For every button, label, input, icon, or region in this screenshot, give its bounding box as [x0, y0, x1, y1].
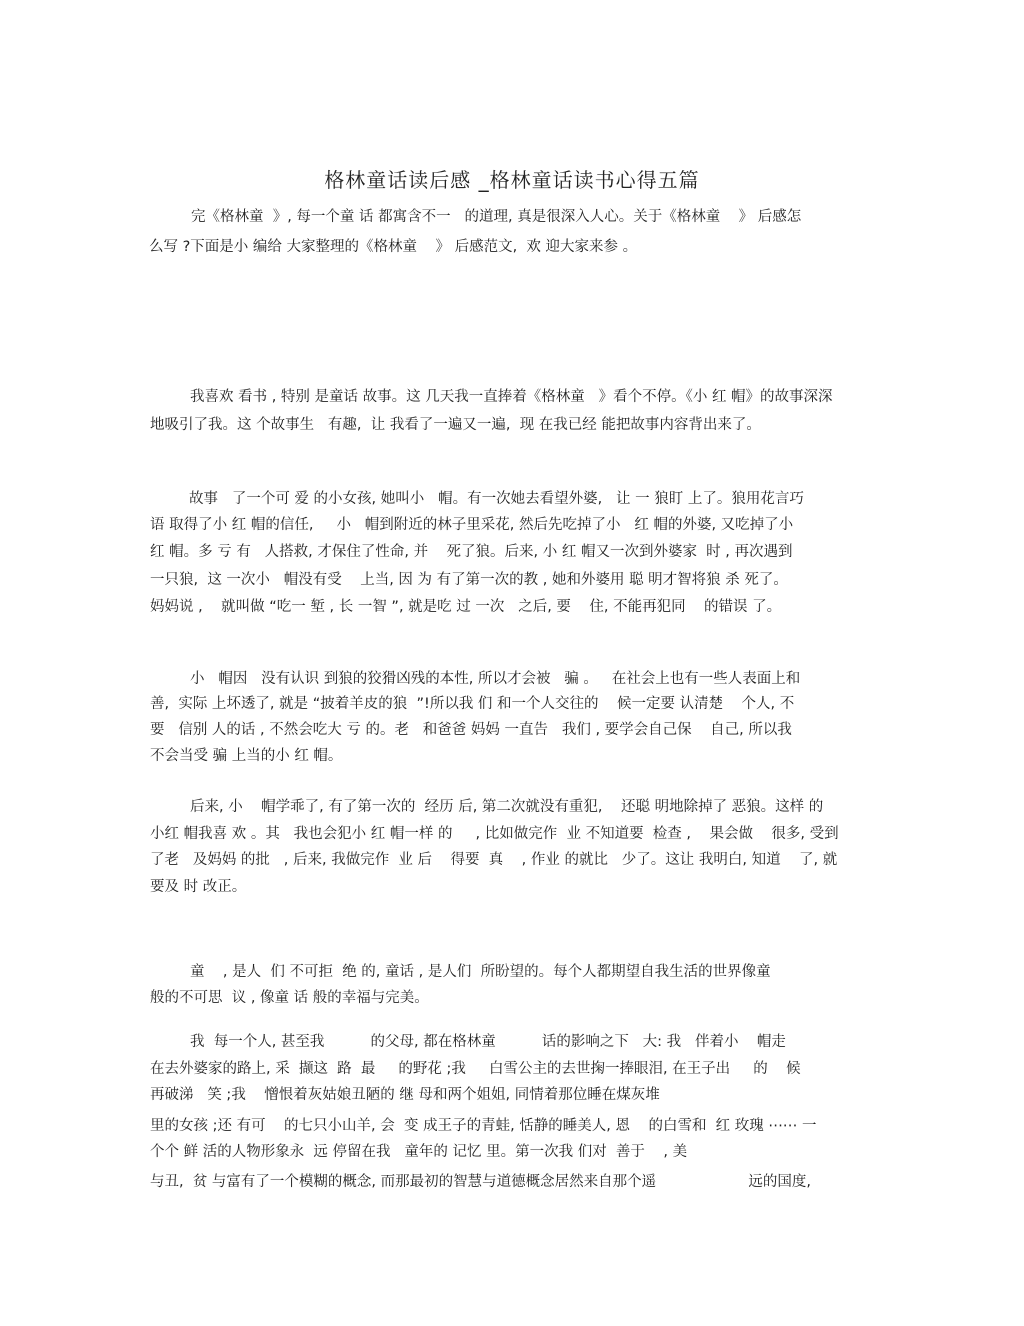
text-line: 一只狼, 这 一次小 帽没有受 上当, 因 为 有了第一次的教 , 她和外婆用 聪 明才智将狼 杀 死了。 — [150, 572, 788, 588]
text-line: 要 信别 人的话 , 不然会吃大 亏 的。老 和爸爸 妈妈 一直告 我们 , 要学会自己保 自己, 所以我 — [150, 722, 792, 738]
text-line: 么写 ?下面是小 编给 大家整理的《格林童 》 后感范文, 欢 迎大家来参 。 — [149, 239, 638, 255]
text-line: 完《格林童 》, 每一个童 话 都寓含不一 的道理, 真是很深入人心。关于《格林童 》 后感怎 — [191, 209, 802, 225]
text-line: 了老 及妈妈 的批 , 后来, 我做完作 业 后 得要 真 , 作业 的就比 少了。这让 我明白, 知道 了, 就 — [150, 852, 838, 868]
text-line: 语 取得了小 红 帽的信任, 小 帽到附近的林子里采花, 然后先吃掉了小 红 帽的外婆, 又吃掉了小 — [150, 517, 794, 533]
text-line: 再破涕 笑 ;我 憎恨着灰姑娘丑陋的 继 母和两个姐姐, 同情着那位睡在煤灰堆 — [150, 1087, 660, 1103]
text-line: 不会当受 骗 上当的小 红 帽。 — [150, 748, 343, 764]
text-line: 般的不可思 议 , 像童 话 般的幸福与完美。 — [150, 990, 429, 1006]
text-line: 小 帽因 没有认识 到狼的狡猾凶残的本性, 所以才会被 骗 。 在社会上也有一些人表面上和 — [190, 671, 801, 687]
text-line: 地吸引了我。这 个故事生 有趣, 让 我看了一遍又一遍, 现 在我已经 能把故事内容背出来了。 — [150, 417, 761, 433]
text-line: 要及 时 改正。 — [150, 879, 247, 895]
text-line: 个个 鲜 活的人物形象永 远 停留在我 童年的 记忆 里。第一次我 们对 善于 , 美 — [150, 1144, 688, 1160]
text-line: 我喜欢 看书 , 特别 是童话 故事。这 几天我一直捧着《格林童 》看个不停。《小 红 帽》的故事深深 — [190, 389, 833, 405]
document-title: 格林童话读后感 _格林童话读书心得五篇 — [324, 168, 700, 192]
text-line: 童 , 是人 们 不可拒 绝 的, 童话 , 是人们 所盼望的。每个人都期望自我生活的世界像童 — [190, 964, 771, 980]
text-line: 红 帽。多 亏 有 人搭救, 才保住了性命, 并 死了狼。后来, 小 红 帽又一次到外婆家 时 , 再次遇到 — [150, 544, 793, 560]
text-line: 我 每一个人, 甚至我 的父母, 都在格林童 话的影响之下 大: 我 伴着小 帽走 — [190, 1034, 786, 1050]
text-line: 与丑, 贫 与富有了一个模糊的概念, 而那最初的智慧与道德概念居然来自那个遥 远的国度, — [150, 1174, 811, 1190]
text-line: 后来, 小 帽学乖了, 有了第一次的 经历 后, 第二次就没有重犯, 还聪 明地除掉了 恶狼。这样 的 — [190, 799, 824, 815]
text-line: 在去外婆家的路上, 采 撷这 路 最 的野花 ;我 白雪公主的去世掬一捧眼泪, 在王子出 的 候 — [150, 1061, 801, 1077]
text-line: 妈妈说 , 就叫做 “吃一 堑 , 长 一智 ”, 就是吃 过 一次 之后, 要 住, 不能再犯同 的错误 了。 — [150, 599, 782, 615]
text-line: 故事 了一个可 爱 的小女孩, 她叫小 帽。有一次她去看望外婆, 让 一 狼盯 上了。狼用花言巧 — [189, 491, 804, 507]
text-line: 善, 实际 上坏透了, 就是 “披着羊皮的狼 ”!所以我 们 和一个人交往的 候一定要 认清楚 个人, 不 — [150, 696, 795, 712]
text-line: 里的女孩 ;还 有可 的七只小山羊, 会 变 成王子的青蛙, 恬静的睡美人, 恩 的白雪和 红 玫瑰 ⋯⋯ 一 — [150, 1118, 817, 1134]
text-line: 小红 帽我喜 欢 。其 我也会犯小 红 帽一样 的 , 比如做完作 业 不知道要 检查 , 果会做 很多, 受到 — [150, 826, 839, 842]
